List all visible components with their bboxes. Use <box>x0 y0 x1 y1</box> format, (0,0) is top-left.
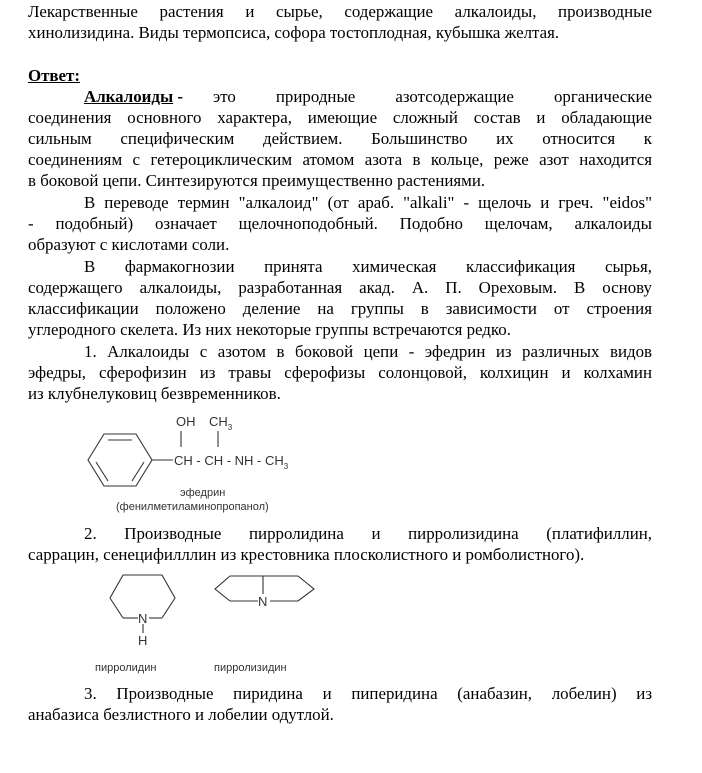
para3-line-2: содержащего алкалоиды, разработанная акад. А. П. Ореховым. В основу <box>28 278 652 297</box>
pyrrolidine-h-label: H <box>138 633 148 648</box>
item1-line-3: из клубнелуковиц безвременников. <box>28 384 281 403</box>
pyrrolizidine-left-ring <box>215 576 263 601</box>
pyrrolizidine-right-ring <box>263 576 314 601</box>
question-line-2: хинолизидина. Виды термопсиса, софора тостоплодная, кубышка желтая. <box>28 23 560 42</box>
term-dash: - <box>173 87 183 106</box>
ch3-top-text: CH <box>209 414 228 429</box>
ch3-top-label <box>209 414 233 432</box>
para2-line-1: В переводе термин "алкалоид" (от араб. "alkali" - щелочь и греч. "eidos" <box>84 193 652 212</box>
item2-line-2: саррацин, сенецифилллин из крестовника плосколистного и ромболистного). <box>28 545 585 564</box>
ephedrine-chain-sub: 3 <box>283 462 289 471</box>
ch3-top-sub: 3 <box>227 423 233 432</box>
para1-line-5: в боковой цепи. Синтезируются преимущественно растениями. <box>28 171 486 190</box>
pyrrolizidine-n-label: N <box>258 594 268 609</box>
ephedrine-chain-text: CH - CH - NH - CH <box>174 453 284 468</box>
term-alkaloids: Алкалоиды <box>84 87 174 106</box>
benzene-double-bond-3 <box>96 462 108 481</box>
para3-line-3: классификации положено деление на группы в зависимости от строения <box>28 299 652 318</box>
item2-line-1: 2. Производные пирролидина и пирролизидина (платифиллин, <box>84 524 652 543</box>
benzene-ring <box>88 434 152 486</box>
benzene-double-bond-2 <box>132 462 144 481</box>
para1-line-2: соединения основного характера, имеющие сложный состав и обладающие <box>28 108 652 127</box>
question-line-1: Лекарственные растения и сырье, содержащие алкалоиды, производные <box>28 2 652 21</box>
pyrrolidine-name: пирролидин <box>95 662 157 674</box>
para2-line-2: - подобный) означает щелочноподобный. Подобно щелочам, алкалоиды <box>28 214 652 233</box>
para3-line-4: углеродного скелета. Из них некоторые группы встречаются редко. <box>28 320 511 339</box>
oh-label: OH <box>176 414 196 429</box>
para3-line-1: В фармакогнозии принята химическая классификация сырья, <box>84 257 652 276</box>
pyrrolidine-n-label: N <box>138 611 148 626</box>
ephedrine-chem-name: (фенилметиламинопропанол) <box>116 501 269 513</box>
item1-line-2: эфедры, сферофизин из травы сферофизы солонцовой, колхицин и колхамин <box>28 363 652 382</box>
pyrrolizidine-name: пирролизидин <box>214 662 287 674</box>
item3-line-1: 3. Производные пиридина и пиперидина (анабазин, лобелин) из <box>84 684 652 703</box>
para1-line-3: сильным специфическим действием. Большинство их относится к <box>28 129 652 148</box>
answer-heading: Ответ: <box>28 66 80 85</box>
para1-line-4: соединениям с гетероциклическим атомом азота в кольце, реже азот находится <box>28 150 652 169</box>
para2-line-3: образуют с кислотами соли. <box>28 235 230 254</box>
item3-line-2: анабазиса безлистного и лобелии одутлой. <box>28 705 334 724</box>
item1-line-1: 1. Алкалоиды с азотом в боковой цепи - эфедрин из различных видов <box>84 342 652 361</box>
ephedrine-chain-label <box>174 453 289 471</box>
para1-line-1-rest: это природные азотсодержащие органические <box>213 87 652 106</box>
ephedrine-name: эфедрин <box>180 487 226 499</box>
